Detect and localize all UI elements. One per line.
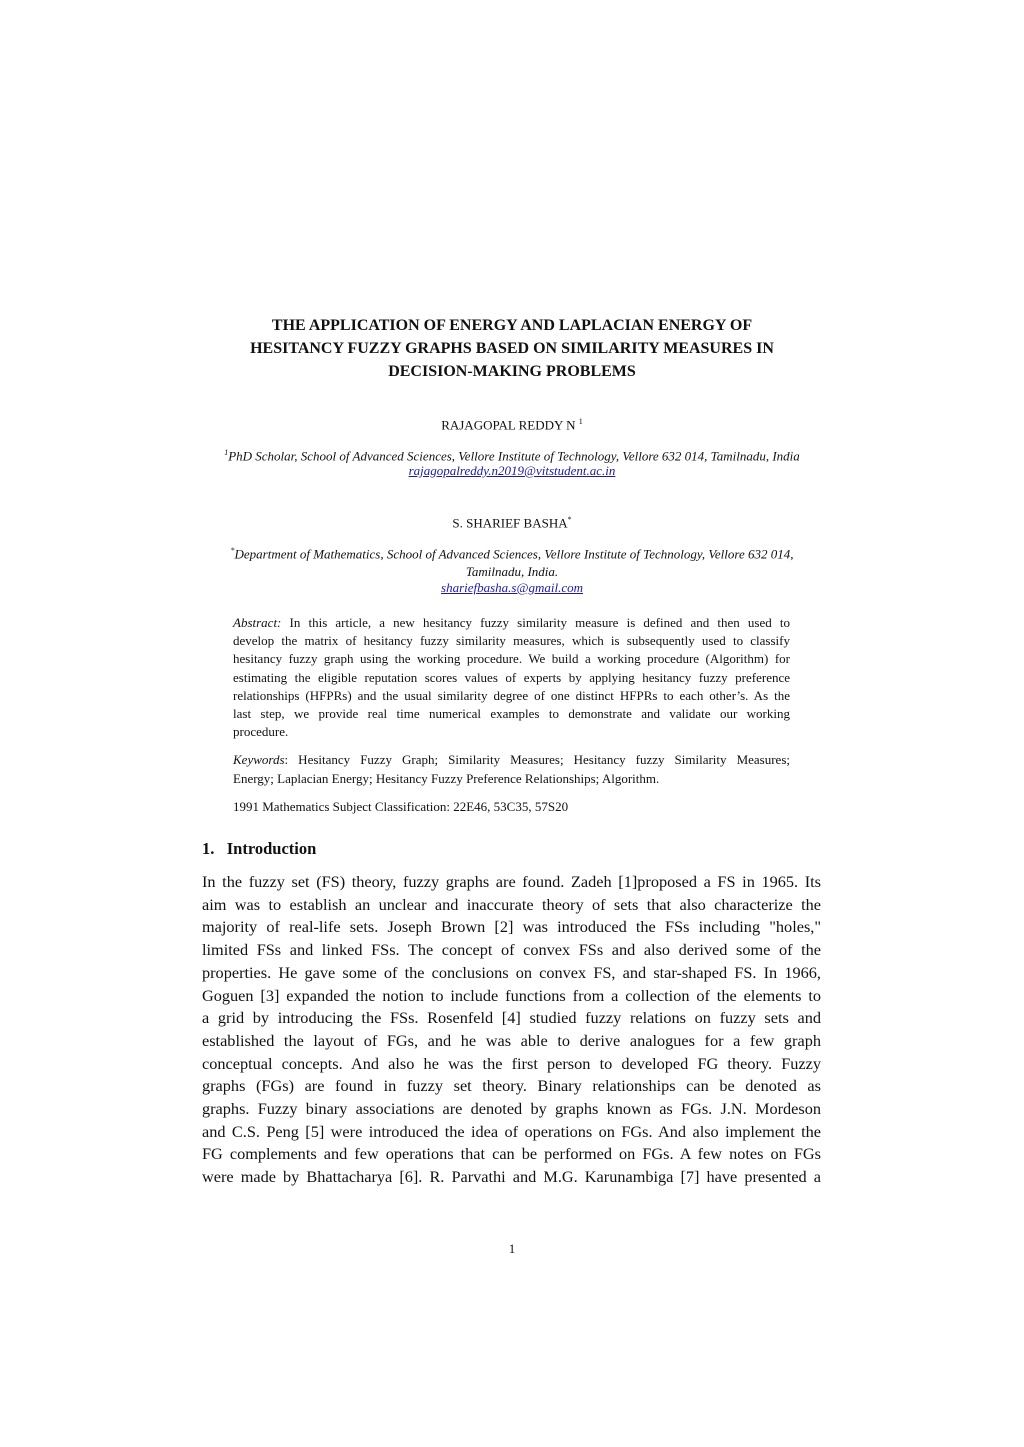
abstract: Abstract: In this article, a new hesitancy fuzzy similarity measure is defined and then used to develop the matrix of hesitancy fuzzy similarity measures, which is subsequently used to classify hesitancy fuzzy graph using the working procedure. We build a working procedure (Algorithm) for estimating the eligible reputation scores values of experts by applying hesitancy fuzzy preference relationships (HFPRs) and the usual similarity degree of one distinct HFPRs to each other’s. As the last step, we provide real time numerical examples to demonstrate and validate our working procedure. Keywords: Hesitancy Fuzzy Graph; Similarity Measures; Hesitancy fuzzy Similarity Measures; Energy; Laplacian Energy; Hesitancy Fuzzy Preference Relationships; Algorithm. 1991 Mathematics Subject Classification: 22E46, 53C35, 57S20	[233, 614, 790, 816]
author-email-link[interactable]: rajagopalreddy.n2019@vitstudent.ac.in	[408, 463, 616, 478]
page-number: 1	[508, 1241, 516, 1256]
author-email-link[interactable]: shariefbasha.s@gmail.com	[441, 580, 583, 595]
msc-classification: 1991 Mathematics Subject Classification: 22E46, 53C35, 57S20	[233, 798, 569, 814]
keywords: Keywords: Hesitancy Fuzzy Graph; Similarity Measures; Hesitancy fuzzy Similarity Measures; Energy; Laplacian Energy; Hesitancy Fuzzy Preference Relationships; Algorithm.	[233, 752, 790, 786]
author-name: S. SHARIEF BASHA*	[452, 515, 572, 531]
author-name: RAJAGOPAL REDDY N $^1$	[441, 417, 583, 433]
author-affiliation: *Department of Mathematics, School of Advanced Sciences, Vellore Institute of Technology, Vellore 632 014, Tamilnadu, India.	[230, 546, 794, 580]
author-affiliation: $^1$PhD Scholar, School of Advanced Sciences, Vellore Institute of Technology, Vellore 632 014, Tamilnadu, India	[224, 448, 800, 464]
body-text: In the fuzzy set (FS) theory, fuzzy graphs are found. Zadeh [1]proposed a FS in 1965. Its aim was to establish an unclear and inaccurate theory of sets that also characterize the majority of real-life sets. Joseph Brown [2] was introduced the FSs including "holes," limited FSs and linked FSs. The concept of convex FSs and also derived some of the properties. He gave some of the conclusions on convex FS, and star-shaped FS. In 1966, Goguen [3] expanded the notion to include functions from a collection of the elements to a grid by introducing the FSs. Rosenfeld [4] studied fuzzy relations on fuzzy sets and established the layout of FGs, and he was able to derive analogues for a few graph conceptual concepts. And also he was the first person to developed FG theory. Fuzzy graphs (FGs) are found in fuzzy set theory. Binary relationships can be denoted as graphs. Fuzzy binary associations are denoted by graphs known as FGs. J.N. Mordeson and C.S. Peng [5] were introduced the idea of operations on FGs. And also implement the FG complements and few operations that can be performed on FGs. A few notes on FGs were made by Bhattacharya [6]. R. Parvathi and M.G. Karunambiga [7] have presented a	[202, 872, 821, 1187]
paper-title: THE APPLICATION OF ENERGY AND LAPLACIAN ENERGY OF HESITANCY FUZZY GRAPHS BASED ON SIMILARITY MEASURES IN DECISION-MAKING PROBLEMS	[250, 317, 774, 380]
section-heading: 1. Introduction	[202, 839, 317, 858]
